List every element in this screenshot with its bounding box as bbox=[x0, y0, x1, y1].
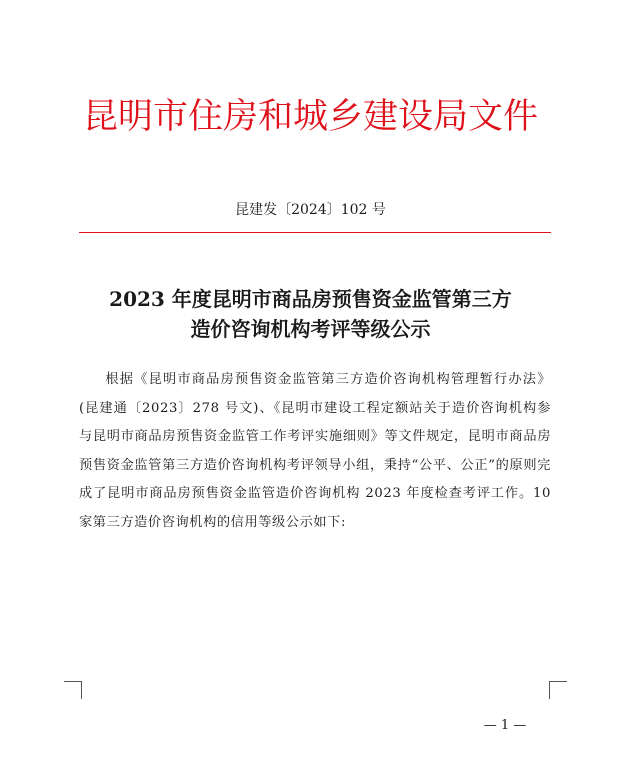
document-title-line-2: 造价咨询机构考评等级公示 bbox=[190, 317, 431, 341]
document-number: 昆建发〔2024〕102 号 bbox=[235, 202, 386, 218]
document-title bbox=[0, 284, 621, 344]
body-paragraph: 根据《昆明市商品房预售资金监管第三方造价咨询机构管理暂行办法》(昆建通〔2023〕278 号文)、《昆明市建设工程定额站关于造价咨询机构参与昆明市商品房预售资金监管工作考评实施细则》等文件规定，昆明市商品房预售资金监管第三方造价咨询机构考评领导小组，秉持“公平、公正”的原则完成了昆明市商品房预售资金监管造价咨询机构 2023 年度检查考评工作。10 家第三方造价咨询机构的信用等级公示如下: bbox=[79, 372, 551, 530]
red-separator-line bbox=[79, 232, 551, 233]
crop-mark-left bbox=[64, 681, 82, 699]
page-number: — 1 — bbox=[483, 718, 527, 733]
crop-mark-right bbox=[549, 681, 567, 699]
issuing-authority-title: 昆明市住房和城乡建设局文件 bbox=[82, 97, 538, 137]
document-title-line-1: 2023 年度昆明市商品房预售资金监管第三方 bbox=[109, 287, 512, 311]
